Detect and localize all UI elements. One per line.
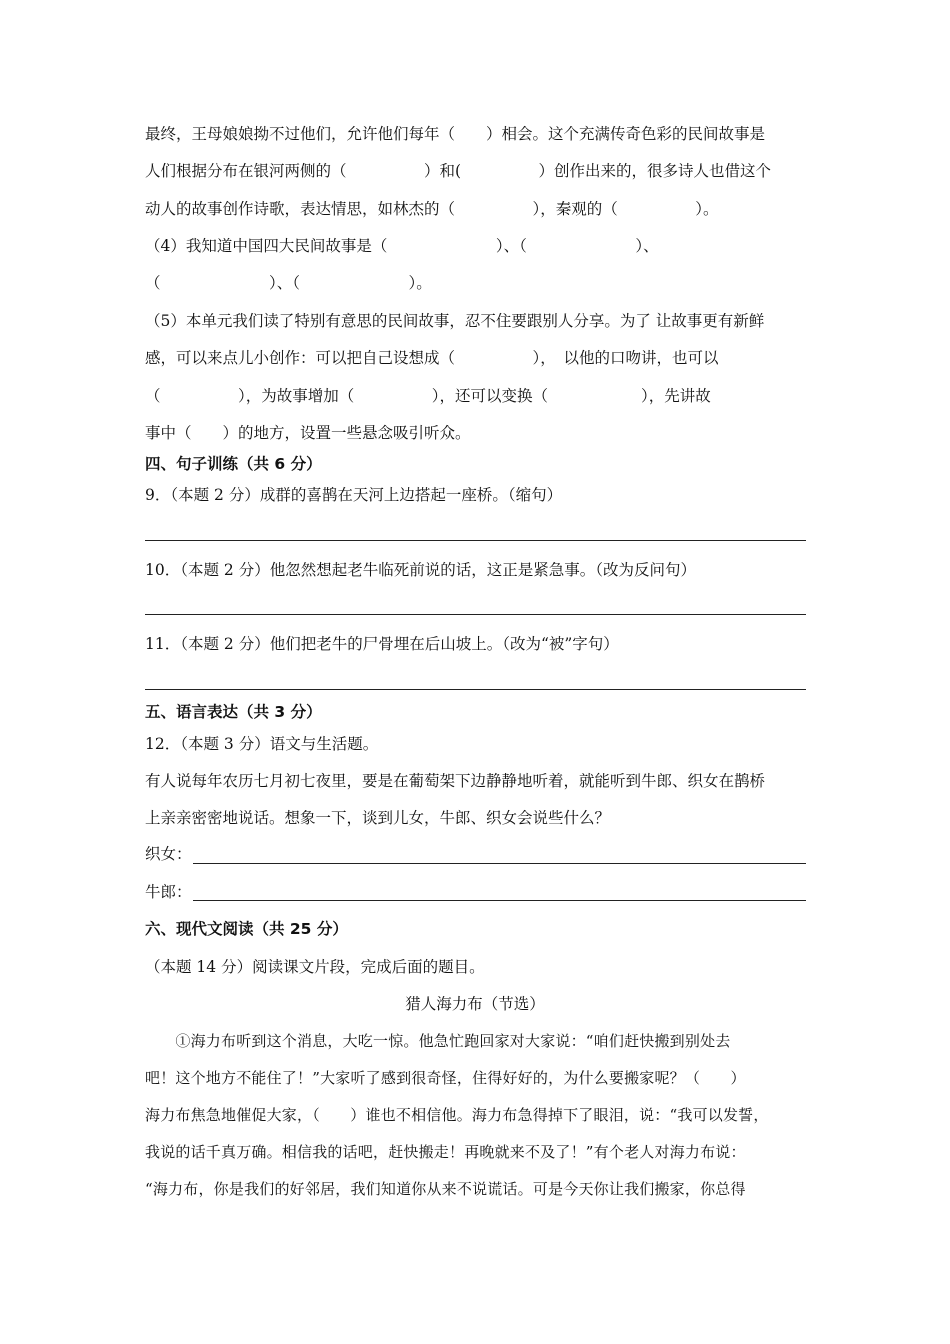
line-6: （5）本单元我们读了特别有意思的民间故事，忍不住要跟别人分享。为了 让故事更有新鲜 — [145, 312, 765, 330]
section-6-heading: 六、现代文阅读（共 25 分） — [145, 920, 348, 938]
line-4: （4）我知道中国四大民间故事是（ ）、（ ）、 — [145, 237, 659, 255]
line-1: 最终，王母娘娘拗不过他们，允许他们每年（ ）相会。这个充满传奇色彩的民间故事是 — [145, 125, 766, 143]
question-9: 9．（本题 2 分）成群的喜鹊在天河上边搭起一座桥。（缩句） — [145, 486, 563, 504]
zhinv-answer-line[interactable] — [193, 863, 806, 864]
line-3: 动人的故事创作诗歌，表达情思，如林杰的（ ），秦观的（ ）。 — [145, 200, 719, 218]
question-10: 10．（本题 2 分）他忽然想起老牛临死前说的话，这正是紧急事。（改为反问句） — [145, 561, 696, 579]
passage-line-1: ①海力布听到这个消息，大吃一惊。他急忙跑回家对大家说：“咱们赶快搬到别处去 — [145, 1032, 731, 1050]
line-8: （ ），为故事增加（ ），还可以变换（ ），先讲故 — [145, 387, 711, 405]
section-5-heading: 五、语言表达（共 3 分） — [145, 703, 322, 721]
line-5: （ ）、（ ）。 — [145, 274, 432, 292]
question-12-text-2: 上亲亲密密地说话。想象一下，谈到儿女，牛郎、织女会说些什么？ — [145, 809, 611, 827]
line-9: 事中（ ）的地方，设置一些悬念吸引听众。 — [145, 424, 471, 442]
passage-title: 猎人海力布（节选） — [405, 995, 545, 1013]
question-12: 12．（本题 3 分）语文与生活题。 — [145, 735, 379, 753]
answer-line-11[interactable] — [145, 689, 806, 690]
passage-line-3: 海力布焦急地催促大家，（ ）谁也不相信他。海力布急得掉下了眼泪，说：“我可以发誓， — [145, 1106, 769, 1124]
answer-line-10[interactable] — [145, 614, 806, 615]
line-7: 感，可以来点儿小创作：可以把自己设想成（ ）， 以他的口吻讲，也可以 — [145, 349, 719, 367]
zhinv-label: 织女： — [145, 845, 192, 863]
section-4-heading: 四、句子训练（共 6 分） — [145, 455, 322, 473]
answer-line-9[interactable] — [145, 540, 806, 541]
question-13: （本题 14 分）阅读课文片段，完成后面的题目。 — [145, 958, 485, 976]
passage-line-4: 我说的话千真万确。相信我的话吧，赶快搬走！再晚就来不及了！”有个老人对海力布说： — [145, 1143, 746, 1161]
niulang-answer-line[interactable] — [193, 900, 806, 901]
passage-line-5: “海力布，你是我们的好邻居，我们知道你从来不说谎话。可是今天你让我们搬家，你总得 — [145, 1180, 746, 1198]
line-2: 人们根据分布在银河两侧的（ ）和( ）创作出来的，很多诗人也借这个 — [145, 162, 772, 180]
passage-line-2: 吧！这个地方不能住了！”大家听了感到很奇怪，住得好好的，为什么要搬家呢？（ ） — [145, 1069, 746, 1087]
niulang-label: 牛郎： — [145, 883, 192, 901]
question-11: 11．（本题 2 分）他们把老牛的尸骨埋在后山坡上。（改为“被”字句） — [145, 635, 619, 653]
question-12-text-1: 有人说每年农历七月初七夜里，要是在葡萄架下边静静地听着，就能听到牛郎、织女在鹊桥 — [145, 772, 766, 790]
